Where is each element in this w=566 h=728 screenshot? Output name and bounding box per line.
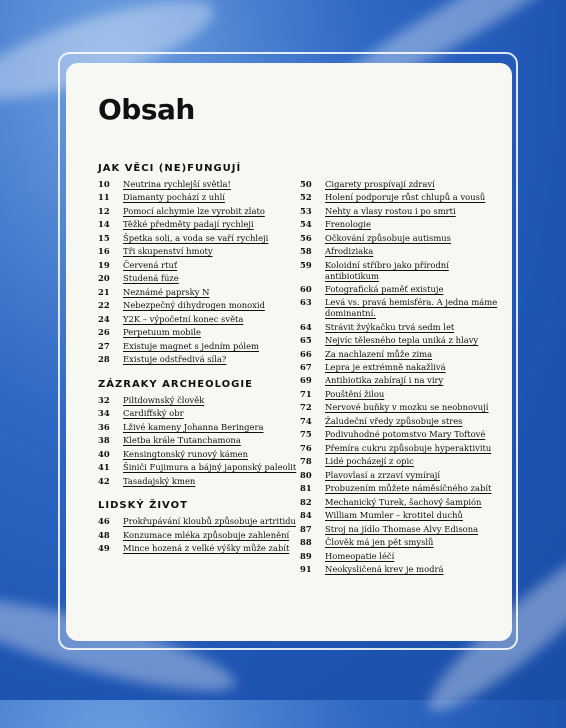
toc-entry-page-number: 34 bbox=[98, 408, 110, 419]
toc-entry-title[interactable]: Neutrina rychlejší světla! bbox=[123, 179, 231, 189]
toc-entry-title[interactable]: Šiniči Fujimura a bájný japonský paleolit bbox=[123, 462, 297, 473]
toc-entry[interactable] bbox=[98, 260, 298, 271]
toc-entry-title[interactable]: Probuzením můžete náměsíčného zabít bbox=[325, 483, 492, 494]
toc-entry[interactable] bbox=[98, 462, 298, 473]
toc-entry[interactable] bbox=[300, 219, 500, 230]
toc-entry-title[interactable]: Žaludeční vředy způsobuje stres bbox=[325, 415, 463, 426]
toc-entry-title[interactable]: Podivuhodné potomstvo Mary Toftové bbox=[325, 429, 486, 440]
toc-entry-title[interactable]: Červená rtuť bbox=[123, 259, 178, 270]
toc-entry[interactable] bbox=[300, 551, 500, 562]
toc-entry[interactable] bbox=[300, 564, 500, 575]
toc-entry-title[interactable]: Za nachlazení může zima bbox=[325, 348, 433, 359]
toc-entry[interactable] bbox=[300, 524, 500, 535]
toc-entry-page-number: 16 bbox=[98, 246, 110, 257]
toc-entry-page-number: 48 bbox=[98, 529, 110, 540]
toc-entry-page-number: 32 bbox=[98, 394, 110, 405]
toc-entry-title[interactable]: Pouštění žilou bbox=[325, 388, 385, 399]
toc-entry-page-number: 91 bbox=[300, 564, 312, 575]
toc-entry-page-number: 10 bbox=[98, 179, 110, 189]
toc-entry-page-number: 40 bbox=[98, 448, 110, 459]
toc-entry-page-number: 66 bbox=[300, 348, 312, 359]
toc-entry-title[interactable]: Nehty a vlasy rostou i po smrti bbox=[325, 205, 456, 216]
toc-entry[interactable] bbox=[300, 260, 500, 281]
toc-entry-page-number: 63 bbox=[300, 297, 312, 308]
toc-entry[interactable] bbox=[98, 408, 298, 419]
toc-entry-title[interactable]: William Mumler – krotitel duchů bbox=[325, 510, 463, 521]
toc-entry-title[interactable]: Antibiotika zabírají i na viry bbox=[325, 375, 444, 386]
toc-entry-title[interactable]: Těžké předměty padají rychleji bbox=[123, 219, 254, 230]
toc-entry[interactable] bbox=[300, 416, 500, 427]
toc-section bbox=[98, 379, 298, 487]
toc-entry-page-number: 72 bbox=[300, 402, 312, 413]
section-heading: ZÁZRAKY ARCHEOLOGIE bbox=[98, 378, 253, 390]
toc-entry-title[interactable]: Existuje magnet s jedním pólem bbox=[123, 340, 259, 351]
toc-entry-title[interactable]: Koloidní stříbro jako přírodní antibiotikum bbox=[325, 259, 449, 281]
page-title: Obsah bbox=[98, 93, 195, 126]
toc-entry-title[interactable]: Lživé kameny Johanna Beringera bbox=[123, 421, 264, 432]
toc-entry-page-number: 82 bbox=[300, 496, 312, 507]
toc-entry[interactable] bbox=[98, 476, 298, 487]
toc-entry[interactable] bbox=[98, 530, 298, 541]
toc-entry-page-number: 81 bbox=[300, 483, 312, 494]
toc-entry[interactable] bbox=[98, 300, 298, 311]
toc-entry[interactable] bbox=[300, 179, 500, 190]
toc-entry-title[interactable]: Strávit žvýkačku trvá sedm let bbox=[325, 321, 455, 332]
toc-entry[interactable] bbox=[300, 510, 500, 521]
toc-entry-title[interactable]: Levá vs. pravá hemisféra. A jedna máme dominantní. bbox=[325, 297, 498, 319]
toc-entry-page-number: 74 bbox=[300, 415, 312, 426]
toc-entry-page-number: 36 bbox=[98, 421, 110, 432]
toc-entry-title[interactable]: Mechanický Turek, šachový šampión bbox=[325, 496, 482, 507]
toc-entry[interactable] bbox=[300, 483, 500, 494]
toc-entry-page-number: 64 bbox=[300, 321, 312, 332]
toc-entry-title[interactable]: Piltdownský člověk bbox=[123, 394, 205, 405]
toc-entry-title[interactable]: Přemíra cukru způsobuje hyperaktivitu bbox=[325, 442, 492, 453]
toc-entry-page-number: 27 bbox=[98, 340, 110, 351]
toc-right-column bbox=[300, 179, 500, 578]
toc-entry-page-number: 56 bbox=[300, 232, 312, 243]
toc-entry-page-number: 28 bbox=[98, 354, 110, 365]
section-heading: LIDSKÝ ŽIVOT bbox=[98, 500, 188, 512]
toc-entry[interactable] bbox=[98, 314, 298, 325]
toc-entry[interactable] bbox=[300, 297, 500, 318]
toc-entry[interactable] bbox=[300, 322, 500, 333]
toc-entry-title[interactable]: Perpetuum mobile bbox=[123, 327, 201, 338]
toc-entry-title[interactable]: Existuje odstředivá síla? bbox=[123, 354, 227, 365]
toc-entry-page-number: 12 bbox=[98, 205, 110, 216]
toc-entry[interactable] bbox=[98, 273, 298, 284]
toc-entry[interactable] bbox=[300, 497, 500, 508]
toc-entry-page-number: 42 bbox=[98, 475, 110, 486]
toc-entry[interactable] bbox=[98, 449, 298, 460]
toc-entry-page-number: 60 bbox=[300, 283, 312, 294]
toc-entry-page-number: 76 bbox=[300, 442, 312, 453]
toc-entry-page-number: 14 bbox=[98, 219, 110, 230]
toc-entry-title[interactable]: Nebezpečný dihydrogen monoxid bbox=[123, 300, 265, 311]
toc-entry-page-number: 41 bbox=[98, 462, 110, 473]
toc-entry-title[interactable]: Fotografická paměť existuje bbox=[325, 283, 444, 294]
toc-entry-page-number: 20 bbox=[98, 273, 110, 284]
toc-entry-page-number: 75 bbox=[300, 429, 312, 440]
toc-entry[interactable] bbox=[300, 246, 500, 257]
toc-entry[interactable] bbox=[300, 470, 500, 481]
toc-entry[interactable] bbox=[98, 179, 298, 190]
toc-entry-page-number: 22 bbox=[98, 300, 110, 311]
toc-entry-title[interactable]: Kletba krále Tutanchamona bbox=[123, 435, 241, 446]
toc-entry-page-number: 19 bbox=[98, 259, 110, 270]
toc-entry[interactable] bbox=[98, 192, 298, 203]
toc-entry[interactable] bbox=[98, 435, 298, 446]
toc-entry-title[interactable]: Očkování způsobuje autismus bbox=[325, 232, 451, 243]
toc-entry-page-number: 11 bbox=[98, 192, 110, 203]
toc-entry-page-number: 15 bbox=[98, 232, 110, 243]
toc-entry-title[interactable]: Plavovlasí a zrzaví vymírají bbox=[325, 469, 441, 480]
toc-entry[interactable] bbox=[98, 327, 298, 338]
toc-entry-page-number: 21 bbox=[98, 286, 110, 297]
toc-entry-title[interactable]: Mince hozená z velké výšky může zabít bbox=[123, 543, 290, 554]
toc-entry[interactable] bbox=[98, 287, 298, 298]
toc-entry-title[interactable]: Afrodiziaka bbox=[325, 246, 374, 257]
toc-entry-title[interactable]: Frenologie bbox=[325, 219, 371, 230]
toc-entry-page-number: 58 bbox=[300, 246, 312, 257]
toc-entry[interactable] bbox=[300, 402, 500, 413]
toc-entry-title[interactable]: Homeopatie léčí bbox=[325, 550, 395, 561]
toc-entry-page-number: 69 bbox=[300, 375, 312, 386]
toc-entry[interactable] bbox=[300, 537, 500, 548]
toc-entry[interactable] bbox=[300, 192, 500, 203]
toc-section bbox=[98, 500, 298, 554]
toc-entry-page-number: 49 bbox=[98, 543, 110, 554]
toc-entry-title[interactable]: Pomocí alchymie lze vyrobit zlato bbox=[123, 205, 265, 216]
toc-entry-page-number: 46 bbox=[98, 516, 110, 527]
toc-entry-page-number: 50 bbox=[300, 179, 312, 189]
toc-entry-page-number: 84 bbox=[300, 510, 312, 521]
toc-entry[interactable] bbox=[300, 456, 500, 467]
toc-entry[interactable] bbox=[300, 206, 500, 217]
toc-entry-title[interactable]: Diamanty pochází z uhlí bbox=[123, 192, 225, 203]
toc-left-column bbox=[98, 163, 298, 568]
toc-entry-title[interactable]: Stroj na jídlo Thomase Alvy Edisona bbox=[325, 523, 479, 534]
toc-entry[interactable] bbox=[300, 429, 500, 440]
toc-entry[interactable] bbox=[300, 233, 500, 244]
toc-entry-title[interactable]: Cardiffský obr bbox=[123, 408, 184, 419]
toc-entry-title[interactable]: Tři skupenství hmoty bbox=[123, 246, 213, 257]
toc-entry-title[interactable]: Studená fúze bbox=[123, 273, 179, 284]
toc-entry-page-number: 52 bbox=[300, 192, 312, 203]
toc-entry[interactable] bbox=[300, 349, 500, 360]
toc-entry[interactable] bbox=[300, 284, 500, 295]
toc-entry-page-number: 87 bbox=[300, 523, 312, 534]
toc-entry[interactable] bbox=[98, 219, 298, 230]
toc-entry[interactable] bbox=[98, 516, 298, 527]
toc-entry-title[interactable]: Špetka soli, a voda se vaří rychleji bbox=[123, 232, 269, 243]
section-heading: JAK VĚCI (NE)FUNGUJÍ bbox=[98, 163, 242, 174]
toc-entry-page-number: 88 bbox=[300, 537, 312, 548]
toc-entry[interactable] bbox=[98, 341, 298, 352]
toc-entry[interactable] bbox=[98, 206, 298, 217]
toc-entry-title[interactable]: Konzumace mléka způsobuje zahlenění bbox=[123, 529, 290, 540]
toc-entry-page-number: 59 bbox=[300, 259, 312, 270]
toc-entry-page-number: 78 bbox=[300, 456, 312, 467]
toc-entry-title[interactable]: Holení podporuje růst chlupů a vousů bbox=[325, 192, 486, 203]
toc-entry-title[interactable]: Neokysličená krev je modrá bbox=[325, 564, 444, 575]
toc-entry-title[interactable]: Tasadajský kmen bbox=[123, 475, 196, 486]
toc-entry-title[interactable]: Člověk má jen pět smyslů bbox=[325, 537, 434, 548]
toc-entry-title[interactable]: Lepra je extrémně nakažlivá bbox=[325, 362, 446, 372]
toc-entry-page-number: 38 bbox=[98, 435, 110, 446]
toc-entry-page-number: 89 bbox=[300, 550, 312, 561]
toc-entry-page-number: 24 bbox=[98, 313, 110, 324]
toc-section bbox=[98, 163, 298, 365]
toc-entry[interactable] bbox=[98, 354, 298, 365]
toc-entry[interactable] bbox=[300, 375, 500, 386]
toc-entry[interactable] bbox=[300, 335, 500, 346]
toc-entry[interactable] bbox=[98, 543, 298, 554]
toc-entry-title[interactable]: Lidé pocházejí z opic bbox=[325, 456, 414, 467]
toc-card bbox=[66, 63, 512, 641]
toc-entry-page-number: 54 bbox=[300, 219, 312, 230]
toc-entry[interactable] bbox=[98, 395, 298, 406]
toc-entry-title[interactable]: Cigarety prospívají zdraví bbox=[325, 179, 435, 189]
toc-entry[interactable] bbox=[300, 362, 500, 373]
toc-entry[interactable] bbox=[98, 422, 298, 433]
toc-entry-title[interactable]: Kensingtonský runový kámen bbox=[123, 448, 248, 459]
toc-entry-page-number: 53 bbox=[300, 205, 312, 216]
toc-entry-page-number: 26 bbox=[98, 327, 110, 338]
toc-entry-page-number: 65 bbox=[300, 335, 312, 346]
toc-entry[interactable] bbox=[98, 246, 298, 257]
toc-entry-title[interactable]: Neznámé paprsky N bbox=[123, 286, 210, 297]
toc-entry-page-number: 80 bbox=[300, 469, 312, 480]
toc-entry[interactable] bbox=[300, 389, 500, 400]
toc-entry[interactable] bbox=[98, 233, 298, 244]
toc-entry-page-number: 71 bbox=[300, 388, 312, 399]
toc-entry-title[interactable]: Prokřupávání kloubů způsobuje artritidu bbox=[123, 516, 296, 527]
toc-entry-title[interactable]: Nervové buňky v mozku se neobnovují bbox=[325, 402, 489, 413]
toc-entry-page-number: 67 bbox=[300, 362, 312, 372]
toc-entry[interactable] bbox=[300, 443, 500, 454]
toc-entry-title[interactable]: Nejvíc tělesného tepla uniká z hlavy bbox=[325, 335, 479, 346]
toc-entry-title[interactable]: Y2K – výpočetní konec světa bbox=[123, 313, 244, 324]
